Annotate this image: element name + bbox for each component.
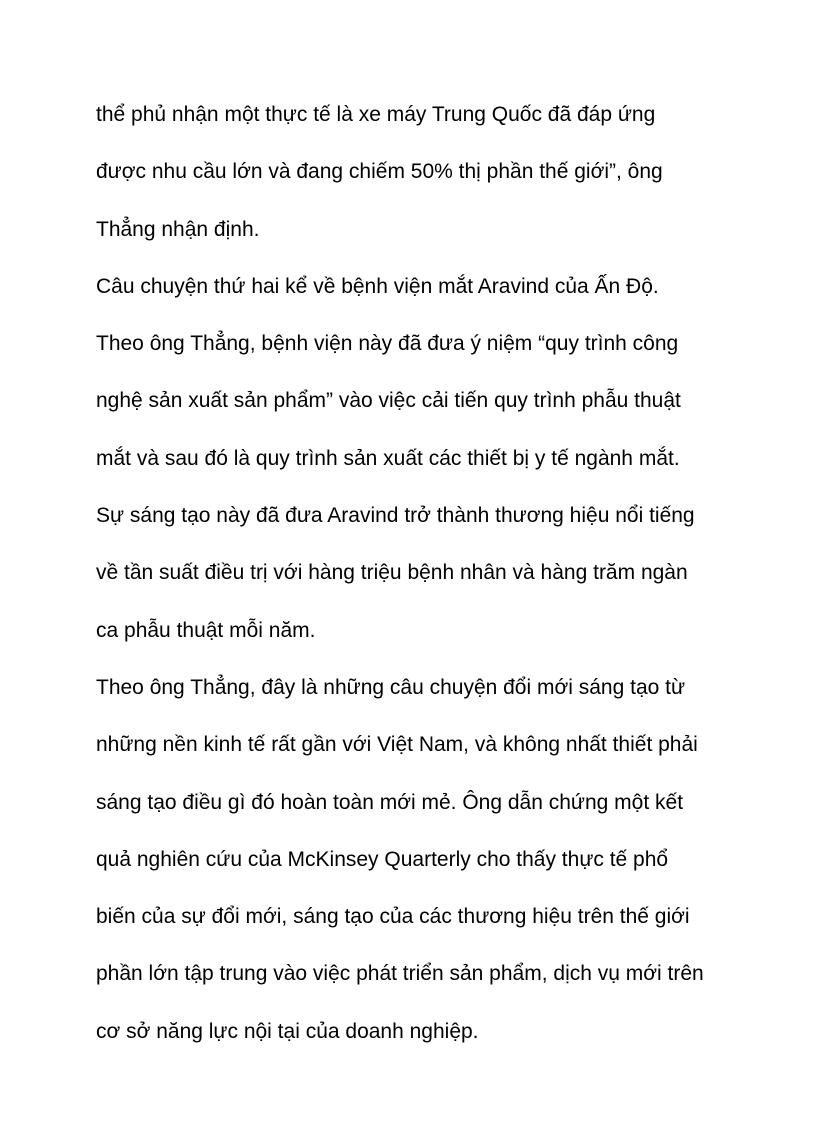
text-line: biến của sự đổi mới, sáng tạo của các thương hiệu trên thế giới	[96, 905, 690, 929]
text-line: được nhu cầu lớn và đang chiếm 50% thị phần thế giới”, ông	[96, 160, 663, 184]
text-line: Câu chuyện thứ hai kể về bệnh viện mắt Aravind của Ấn Độ.	[96, 274, 659, 298]
text-line: sáng tạo điều gì đó hoàn toàn mới mẻ. Ông dẫn chứng một kết	[96, 790, 684, 814]
document-body	[96, 96, 736, 1070]
paragraph-3	[96, 669, 736, 1051]
text-line: quả nghiên cứu của McKinsey Quarterly cho thấy thực tế phổ	[96, 847, 669, 871]
text-line: phần lớn tập trung vào việc phát triển sản phẩm, dịch vụ mới trên	[96, 962, 704, 986]
text-line: những nền kinh tế rất gần với Việt Nam, và không nhất thiết phải	[96, 733, 698, 757]
text-line: Theo ông Thẳng, bệnh viện này đã đưa ý niệm “quy trình công	[96, 332, 679, 356]
paragraph-1	[96, 96, 736, 249]
text-line: về tần suất điều trị với hàng triệu bệnh nhân và hàng trăm ngàn	[96, 561, 688, 585]
text-line: Sự sáng tạo này đã đưa Aravind trở thành thương hiệu nổi tiếng	[96, 504, 695, 528]
text-line: mắt và sau đó là quy trình sản xuất các thiết bị y tế ngành mắt.	[96, 446, 680, 470]
text-line: Theo ông Thẳng, đây là những câu chuyện đổi mới sáng tạo từ	[96, 675, 686, 699]
text-line: Thẳng nhận định.	[96, 217, 260, 241]
text-line: cơ sở năng lực nội tại của doanh nghiệp.	[96, 1019, 479, 1043]
text-line: thể phủ nhận một thực tế là xe máy Trung Quốc đã đáp ứng	[96, 103, 656, 126]
text-line: ca phẫu thuật mỗi năm.	[96, 618, 316, 642]
text-line: nghệ sản xuất sản phẩm” vào việc cải tiến quy trình phẫu thuật	[96, 389, 681, 413]
paragraph-2	[96, 268, 736, 650]
